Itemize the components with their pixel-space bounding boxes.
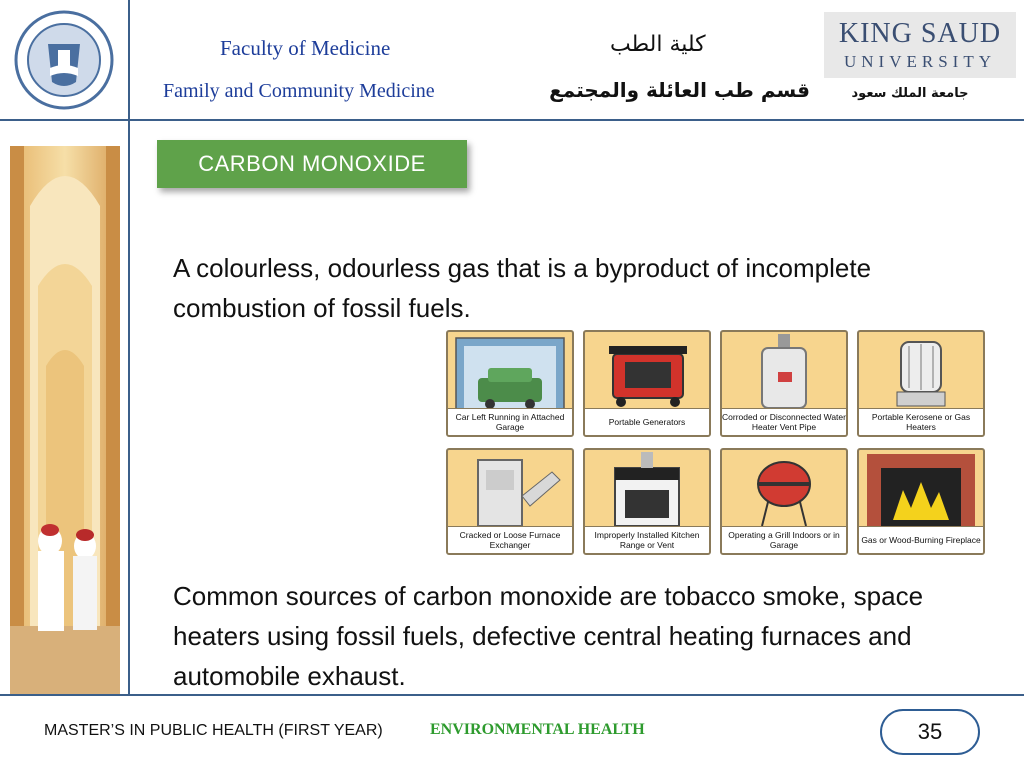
source-tile — [583, 448, 711, 555]
source-tile — [720, 330, 848, 437]
course-label: ENVIRONMENTAL HEALTH — [430, 721, 645, 738]
program-label: MASTER’S IN PUBLIC HEALTH (FIRST YEAR) — [44, 722, 383, 739]
sources-paragraph: Common sources of carbon monoxide are tobacco smoke, space heaters using fossil fuels, defective central heating furnaces and automobile exhaust. — [173, 581, 924, 691]
header-divider — [128, 0, 130, 120]
co-sources-illustration — [446, 330, 986, 556]
source-tile — [857, 448, 985, 555]
slide-title-box — [157, 140, 467, 188]
kitchen-range-icon — [585, 450, 709, 528]
slide-header — [0, 0, 1024, 120]
car-garage-icon — [448, 332, 572, 410]
ksu-crest-icon — [14, 6, 114, 114]
source-tile — [720, 448, 848, 555]
source-tile — [446, 330, 574, 437]
faculty-title-ar: كلية الطب — [610, 32, 706, 57]
source-caption: Improperly Installed Kitchen Range or Vent — [585, 526, 709, 553]
university-word: UNIVERSITY — [844, 52, 996, 71]
arcade-photo-icon — [10, 146, 120, 694]
department-title-en: Family and Community Medicine — [163, 80, 435, 102]
slide-title: CARBON MONOXIDE — [198, 151, 426, 176]
source-caption: Gas or Wood-Burning Fireplace — [859, 526, 983, 553]
source-tile — [446, 448, 574, 555]
faculty-title-en: Faculty of Medicine — [220, 36, 391, 60]
water-heater-icon — [722, 332, 846, 410]
definition-paragraph: A colourless, odourless gas that is a byproduct of incomplete combustion of fossil fuels. — [173, 253, 872, 323]
source-caption: Cracked or Loose Furnace Exchanger — [448, 526, 572, 553]
grill-icon — [722, 450, 846, 528]
furnace-icon — [448, 450, 572, 528]
university-logo — [824, 12, 1016, 78]
source-caption: Portable Generators — [585, 408, 709, 435]
source-caption: Portable Kerosene or Gas Heaters — [859, 408, 983, 435]
left-rule — [128, 120, 130, 694]
source-caption: Car Left Running in Attached Garage — [448, 408, 572, 435]
generator-icon — [585, 332, 709, 410]
university-name: KING SAUD — [838, 18, 1002, 49]
department-title-ar: قسم طب العائلة والمجتمع — [549, 78, 810, 102]
university-name-ar: جامعة الملك سعود — [851, 86, 969, 101]
page-number: 35 — [880, 709, 980, 755]
kerosene-heater-icon — [859, 332, 983, 410]
header-rule — [0, 119, 1024, 121]
fireplace-icon — [859, 450, 983, 528]
source-caption: Operating a Grill Indoors or in Garage — [722, 526, 846, 553]
source-caption: Corroded or Disconnected Water Heater Vent Pipe — [722, 408, 846, 435]
source-tile — [857, 330, 985, 437]
source-tile — [583, 330, 711, 437]
